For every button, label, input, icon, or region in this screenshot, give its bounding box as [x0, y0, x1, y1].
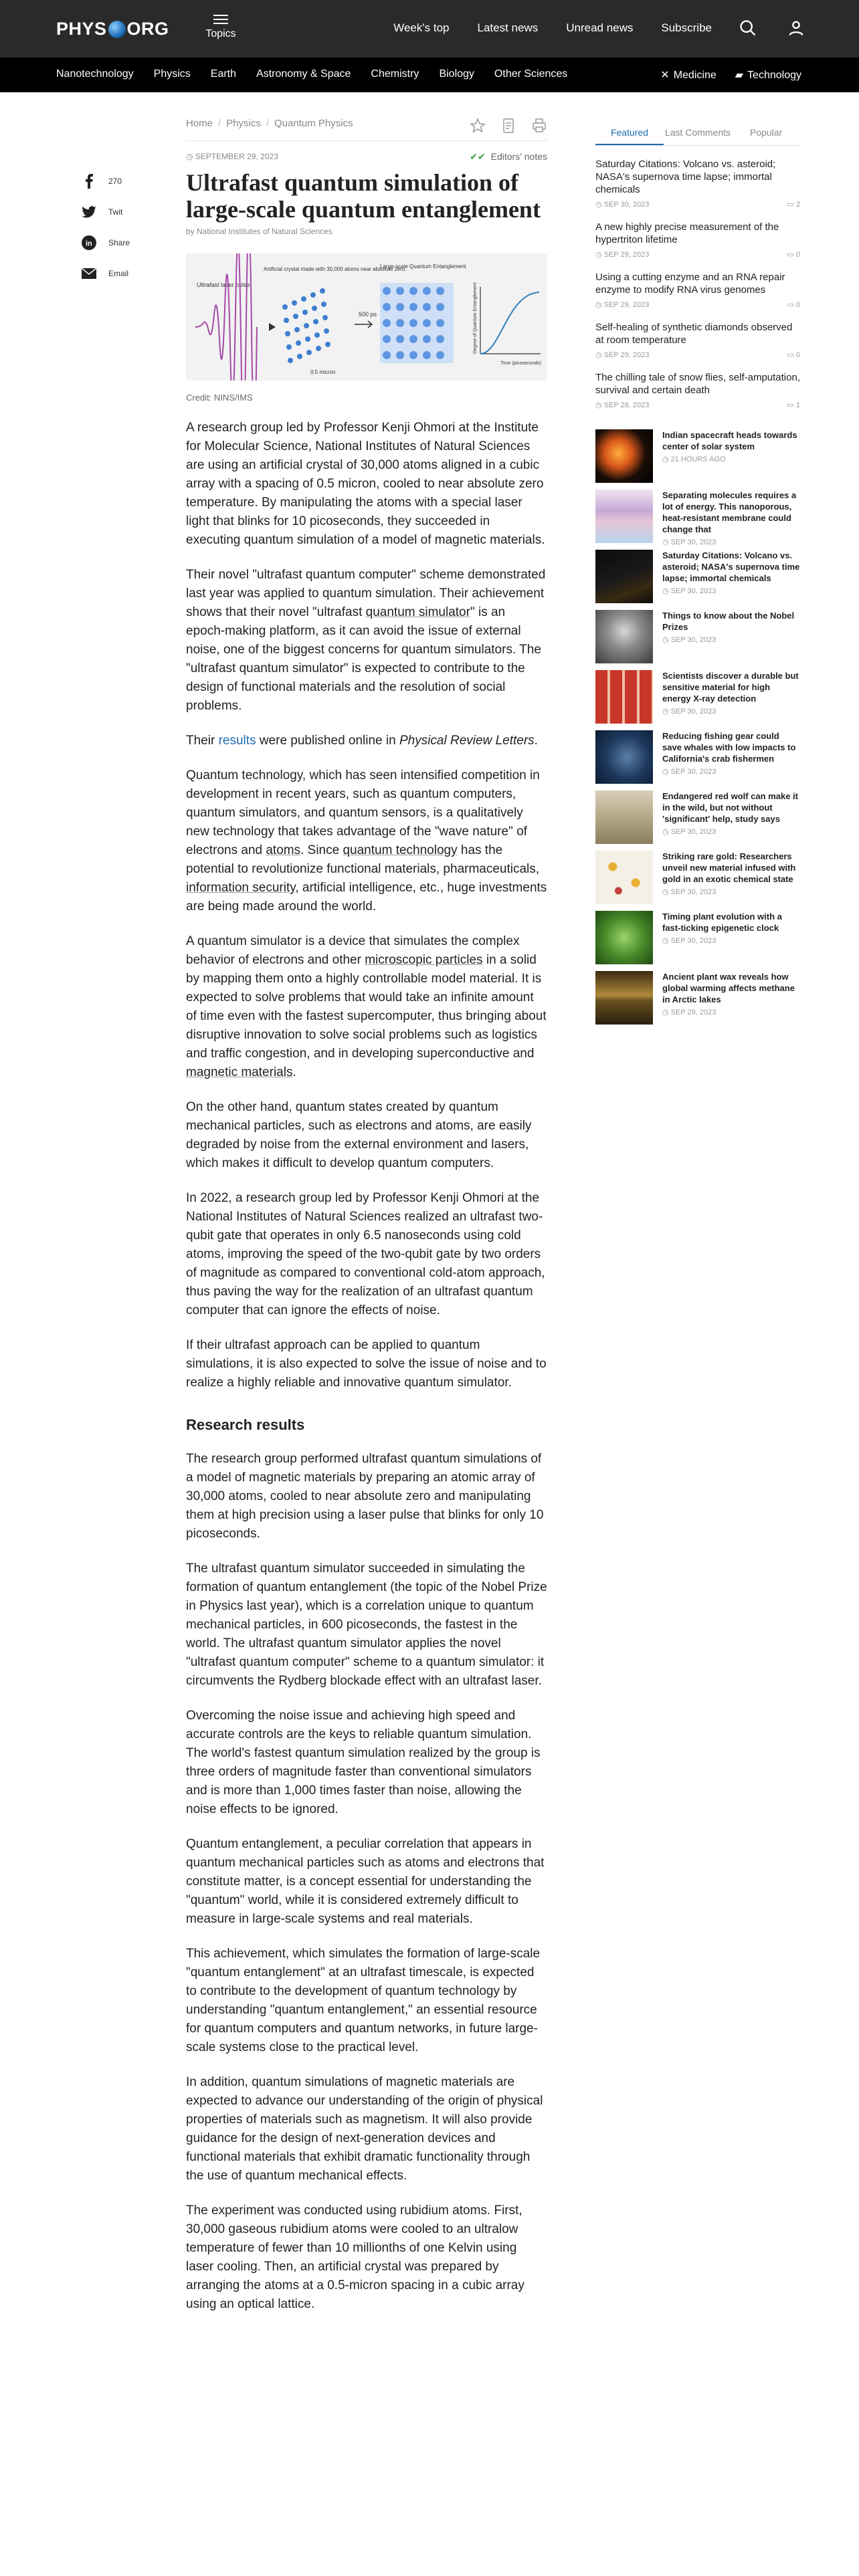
thumb-image [595, 851, 653, 904]
link-magnetic-materials[interactable]: magnetic materials [186, 1065, 293, 1079]
featured-item-title: The chilling tale of snow flies, self-amputation, survival and certain death [595, 372, 800, 396]
thumb-date: SEP 30, 2023 [670, 937, 717, 945]
hamburger-icon [213, 15, 228, 24]
link-atoms[interactable]: atoms [266, 843, 301, 857]
thumb-date-wrap: ◷ SEP 30, 2023 [662, 768, 717, 776]
bookmark-star-icon[interactable] [470, 118, 486, 134]
paragraph-12: Quantum entanglement, a peculiar correlation that appears in quantum mechanical particles such as atoms and electrons that constitute matter, is a concept essential for understanding the "quantum" world, while it is considered extremely difficult to measure in large-scale systems and real materials. [186, 1837, 545, 1926]
search-icon[interactable] [739, 19, 757, 37]
featured-item-date-wrap: ◷ SEP 29, 2023 [595, 301, 650, 309]
thumb-date: 21 HOURS AGO [670, 455, 726, 463]
link-information-security[interactable]: information security [186, 881, 296, 895]
tab-featured[interactable]: Featured [595, 120, 664, 145]
featured-item-date: SEP 28, 2023 [603, 401, 650, 409]
cat-physics[interactable]: Physics [153, 68, 191, 80]
image-credit: Credit: NINS/IMS [186, 393, 253, 403]
topics-label: Topics [205, 28, 236, 39]
article-byline[interactable]: by National Institutes of Natural Sciences [186, 227, 332, 236]
share-email[interactable] [80, 258, 147, 289]
user-icon[interactable] [787, 19, 805, 37]
thumb-title: Ancient plant wax reveals how global warming affects methane in Arctic lakes [662, 972, 795, 1004]
paragraph-6: On the other hand, quantum states created by quantum mechanical particles, such as electrons and atoms, are easily degraded by noise from the external environment and lasers, which makes it difficult to develop quantum computers. [186, 1100, 532, 1170]
thumb-date-wrap: ◷ SEP 30, 2023 [662, 708, 717, 716]
share-count: 270 [108, 177, 122, 186]
tab-last-comments[interactable]: Last Comments [664, 127, 731, 138]
thumb-title: Things to know about the Nobel Prizes [662, 611, 795, 632]
thumb-title: Separating molecules requires a lot of energy. This nanoporous, heat-resistant membrane could change that [662, 490, 797, 534]
thumb-date: SEP 30, 2023 [670, 538, 717, 546]
thumb-date-wrap: ◷ SEP 30, 2023 [662, 937, 717, 945]
article-date: SEPTEMBER 29, 2023 [195, 152, 278, 161]
cat-medicine[interactable] [660, 68, 716, 82]
thumb-date-wrap: ◷ SEP 30, 2023 [662, 636, 717, 644]
thumb-item[interactable] [595, 851, 800, 909]
paragraph-4: Quantum technology, which has seen intensified competition in development in recent years, such as quantum computers, quantum simulators, and quantum sensors, is a qualitatively new technology that takes advantage of the "wave nature" of electrons and atoms. Since quantum technology has the potential to revolutionize functional materials, pharmaceuticals, information security, artificial intelligence, etc., huge investments are being made around the world. [186, 768, 547, 914]
top-nav [393, 21, 712, 35]
top-header [0, 0, 859, 58]
medicine-icon: ✕ [660, 70, 670, 81]
featured-item[interactable] [595, 221, 800, 259]
comment-count: ▭ 0 [787, 351, 800, 359]
journal-name: Physical Review Letters [399, 734, 535, 748]
figure-illustration [186, 253, 547, 381]
divider [186, 140, 547, 141]
thumb-image [595, 790, 653, 844]
cat-chemistry[interactable]: Chemistry [371, 68, 419, 80]
featured-item[interactable] [595, 371, 800, 409]
thumb-title: Reducing fishing gear could save whales with low impacts to California's crab fishermen [662, 731, 796, 764]
article-body [186, 419, 547, 2314]
featured-item-title: A new highly precise measurement of the hypertriton lifetime [595, 221, 779, 245]
featured-item-title: Saturday Citations: Volcano vs. asteroid; NASA's supernova time lapse; immortal chemicals [595, 158, 776, 195]
breadcrumb-home[interactable]: Home [186, 117, 213, 129]
thumb-image [595, 610, 653, 663]
thumb-item[interactable] [595, 490, 800, 548]
thumb-date: SEP 30, 2023 [670, 636, 717, 644]
cat-nanotechnology[interactable]: Nanotechnology [56, 68, 134, 80]
check-icon: ✔✔ [470, 150, 486, 162]
featured-item[interactable] [595, 321, 800, 359]
paragraph-13: This achievement, which simulates the formation of large-scale "quantum entanglement" at an ultrafast timescale, is expected to contribute to the development of quantum technology by understanding "quantum entanglement," an essential resource for quantum computers and quantum networks, in future large-scale systems close to the practical level. [186, 1947, 541, 2054]
fig-label-time: 500 ps [359, 311, 377, 318]
paragraph-5: A quantum simulator is a device that simulates the complex behavior of electrons and other microscopic particles in a solid by mapping them onto a highly controllable model material. It is expected to solve problems that would take an infinite amount of time even with the fastest supercomputer, thus bringing about disruptive innovation to solve social problems such as logistics and traffic congestion, and in developing superconductive and magnetic materials. [186, 934, 547, 1079]
article [186, 114, 547, 2314]
paragraph-9: The research group performed ultrafast quantum simulations of a model of magnetic materials by preparing an atomic array of 30,000 atoms, cooled to near absolute zero and manipulating them at high precision using a laser pulse that blinks for only 10 picoseconds. [186, 1452, 544, 1541]
site-logo[interactable] [56, 19, 169, 39]
thumb-date: SEP 30, 2023 [670, 708, 717, 716]
logo-text-right: ORG [126, 19, 169, 39]
thumbnail-list [595, 429, 800, 1030]
editors-notes-label: Editors' notes [490, 150, 547, 162]
nav-subscribe[interactable]: Subscribe [661, 21, 712, 34]
svg-text:in: in [86, 239, 92, 248]
heading-research-results: Research results [186, 1416, 305, 1433]
email-icon [80, 265, 98, 282]
thumb-image [595, 429, 653, 483]
featured-item-date: SEP 30, 2023 [603, 201, 650, 209]
cat-earth[interactable]: Earth [210, 68, 237, 80]
fig-label-crystal: Artificial crystal made with 30,000 atoms near absolute zero. [264, 266, 407, 272]
article-figure[interactable] [186, 253, 547, 381]
cat-other-sciences[interactable]: Other Sciences [494, 68, 568, 80]
thumb-date: SEP 30, 2023 [670, 768, 717, 776]
featured-item-date: SEP 29, 2023 [603, 351, 650, 359]
paragraph-14: In addition, quantum simulations of magnetic materials are expected to advance our understanding of the origin of physical properties of materials such as magnetism. It will also provide guidance for the design of next-generation devices and functional materials that exhibit dramatic functionality through the use of quantum mechanical effects. [186, 2075, 543, 2183]
editors-notes-link[interactable] [470, 151, 547, 163]
thumb-date-wrap: ◷ SEP 30, 2023 [662, 538, 717, 546]
topics-menu-button[interactable] [201, 12, 241, 40]
share-linkedin-label: Share [108, 238, 130, 247]
cat-medicine-label: Medicine [673, 70, 717, 81]
link-results[interactable]: results [218, 734, 256, 748]
paragraph-7: In 2022, a research group led by Professor Kenji Ohmori at the National Institutes of Natural Sciences realized an ultrafast two-qubit gate that operates in only 6.5 nanoseconds using cold atoms, improving the speed of the two-qubit gate by two orders of magnitude as compared to conventional cold-atom approach, thus paving the way for the realization of an ultrafast quantum computer that can ignore the effects of noise. [186, 1191, 545, 1317]
share-twitter[interactable] [80, 197, 147, 227]
sidebar [595, 120, 800, 1031]
paragraph-10: The ultrafast quantum simulator succeeded in simulating the formation of quantum entanglement (the topic of the Nobel Prize in Physics last year), which is a correlation unique to quantum mechanical particles, in 600 picoseconds, the fastest in the world. The ultrafast quantum simulator applies the novel "ultrafast quantum computer" scheme to a quantum simulator: it circumvents the Rydberg blockade effect with an ultrafast laser. [186, 1562, 547, 1688]
thumb-item[interactable] [595, 670, 800, 729]
fig-label-large: Large-scale Quantum Entanglement [380, 263, 466, 270]
twitter-icon [80, 203, 98, 221]
category-bar [0, 58, 859, 92]
facebook-icon [80, 173, 98, 190]
thumb-title: Indian spacecraft heads towards center of solar system [662, 430, 797, 451]
thumb-date: SEP 30, 2023 [670, 587, 717, 595]
thumb-image [595, 490, 653, 543]
featured-item[interactable] [595, 158, 800, 209]
featured-item[interactable] [595, 271, 800, 309]
comment-count: ▭ 0 [787, 301, 800, 309]
cat-technology-label: Technology [747, 70, 801, 81]
article-date-wrap [186, 152, 278, 161]
article-meta [186, 149, 547, 164]
featured-item-title: Using a cutting enzyme and an RNA repair enzyme to modify RNA virus genomes [595, 272, 785, 296]
clock-icon: ◷ [186, 152, 195, 161]
featured-item-date-wrap: ◷ SEP 29, 2023 [595, 251, 650, 259]
comment-count: ▭ 2 [787, 201, 800, 209]
sidebar-tabs [595, 120, 800, 146]
paragraph-2: Their novel "ultrafast quantum computer" scheme demonstrated last year was applied to quantum simulation. Their achievement shows that their novel "ultrafast quantum simulator" is an epoch-making platform, as it can avoid the issue of external noise, one of the biggest concerns for quantum simulators. The "ultrafast quantum simulator" is expected to contribute to the design of functional materials and the resolution of social problems. [186, 568, 546, 713]
share-email-label: Email [108, 269, 129, 278]
fig-label-x: Time (picoseconds) [500, 361, 541, 366]
print-icon[interactable] [531, 118, 547, 134]
link-microscopic-particles[interactable]: microscopic particles [365, 953, 483, 967]
share-linkedin[interactable] [80, 227, 147, 258]
pdf-icon[interactable] [500, 118, 516, 134]
paragraph-11: Overcoming the noise issue and achieving high speed and accurate controls are the keys to reliable quantum simulation. The world's fastest quantum simulation realized by the group is three orders of magnitude faster than conventional simulators and is more than 1,000 times faster than noise, allowing the noise effects to be ignored. [186, 1709, 541, 1816]
cat-astronomy-space[interactable]: Astronomy & Space [256, 68, 351, 80]
thumb-image [595, 730, 653, 784]
featured-item-date: SEP 29, 2023 [603, 301, 650, 309]
fig-label-pulse: Ultrafast laser pulse [197, 282, 250, 288]
thumb-item[interactable] [595, 730, 800, 789]
thumb-title: Scientists discover a durable but sensitive material for high energy X-ray detection [662, 671, 799, 704]
thumb-date-wrap: ◷ SEP 30, 2023 [662, 587, 717, 595]
breadcrumb-quantum-physics[interactable]: Quantum Physics [274, 117, 353, 129]
thumb-image [595, 971, 653, 1025]
featured-item-date: SEP 29, 2023 [603, 251, 650, 259]
link-quantum-technology[interactable]: quantum technology [343, 843, 458, 857]
article-title: Ultrafast quantum simulation of large-scale quantum entanglement [186, 169, 541, 223]
featured-item-date-wrap: ◷ SEP 28, 2023 [595, 401, 650, 409]
thumb-item[interactable] [595, 971, 800, 1030]
breadcrumb-physics[interactable]: Physics [226, 117, 261, 129]
featured-item-date-wrap: ◷ SEP 29, 2023 [595, 351, 650, 359]
thumb-item[interactable] [595, 790, 800, 849]
featured-item-date-wrap: ◷ SEP 30, 2023 [595, 201, 650, 209]
thumb-title: Saturday Citations: Volcano vs. asteroid; NASA's supernova time lapse; immortal chemicals [662, 550, 800, 583]
thumb-date-wrap: ◷ SEP 29, 2023 [662, 1008, 717, 1016]
globe-icon [108, 21, 126, 38]
thumb-date: SEP 30, 2023 [670, 888, 717, 896]
linkedin-icon [80, 234, 98, 251]
share-facebook[interactable] [80, 166, 147, 197]
thumb-image [595, 550, 653, 603]
logo-text-left: PHYS [56, 19, 107, 39]
nav-latest-news[interactable]: Latest news [477, 21, 539, 34]
share-twitter-label: Twit [108, 207, 123, 217]
cat-technology[interactable] [735, 68, 801, 82]
article-tools [470, 118, 547, 134]
paragraph-3: Their results were published online in Physical Review Letters. [186, 734, 538, 748]
thumb-title: Timing plant evolution with a fast-ticking epigenetic clock [662, 911, 782, 933]
thumb-item[interactable] [595, 550, 800, 609]
tab-popular[interactable]: Popular [749, 127, 783, 138]
thumb-title: Endangered red wolf can make it in the wild, but not without 'significant' help, study says [662, 791, 798, 824]
thumb-date: SEP 29, 2023 [670, 1008, 717, 1016]
thumb-image [595, 911, 653, 964]
thumb-date: SEP 30, 2023 [670, 828, 717, 836]
comment-count: ▭ 1 [787, 401, 800, 409]
link-quantum-simulator[interactable]: quantum simulator [365, 605, 470, 619]
featured-item-title: Self-healing of synthetic diamonds observed at room temperature [595, 322, 793, 346]
paragraph-8: If their ultrafast approach can be applied to quantum simulations, it is also expected to solve the issue of noise and to realize a highly reliable and innovative quantum simulator. [186, 1338, 547, 1390]
thumb-date-wrap: ◷ SEP 30, 2023 [662, 828, 717, 836]
technology-icon: ▰ [735, 70, 744, 81]
paragraph-15: The experiment was conducted using rubidium atoms. First, 30,000 gaseous rubidium atoms were cooled to an ultralow temperature of fewer than 10 millionths of one Kelvin using laser cooling. Then, an artificial crystal was prepared by arranging the atoms at a 0.5-micron spacing in a cubic array using an optical lattice. [186, 2204, 524, 2311]
cat-biology[interactable]: Biology [439, 68, 474, 80]
nav-unread-news[interactable]: Unread news [566, 21, 634, 34]
thumb-image [595, 670, 653, 724]
paragraph-1: A research group led by Professor Kenji Ohmori at the Institute for Molecular Science, National Institutes of Natural Sciences are using an artificial crystal of 30,000 atoms aligned in a cubic array with a spacing of 0.5 micron, cooled to near absolute zero temperature. By manipulating the atoms with a special laser light that blinks for 10 picoseconds, they succeeded in executing quantum simulation of a model of magnetic materials. [186, 421, 545, 547]
thumb-title: Striking rare gold: Researchers unveil new material infused with gold in an exotic chemical state [662, 851, 796, 884]
breadcrumb: Home / Physics / Quantum Physics [186, 117, 353, 129]
fig-label-micron: 0.5 micron [310, 369, 336, 375]
comment-count: ▭ 0 [787, 251, 800, 259]
nav-weeks-top[interactable]: Week's top [393, 21, 450, 34]
thumb-item[interactable] [595, 429, 800, 488]
fig-label-y: Degree of Quantum Entanglement [473, 282, 478, 354]
thumb-item[interactable] [595, 911, 800, 970]
share-rail [80, 166, 147, 289]
thumb-date-wrap: ◷ 21 HOURS AGO [662, 455, 726, 463]
thumb-item[interactable] [595, 610, 800, 669]
thumb-date-wrap: ◷ SEP 30, 2023 [662, 888, 717, 896]
